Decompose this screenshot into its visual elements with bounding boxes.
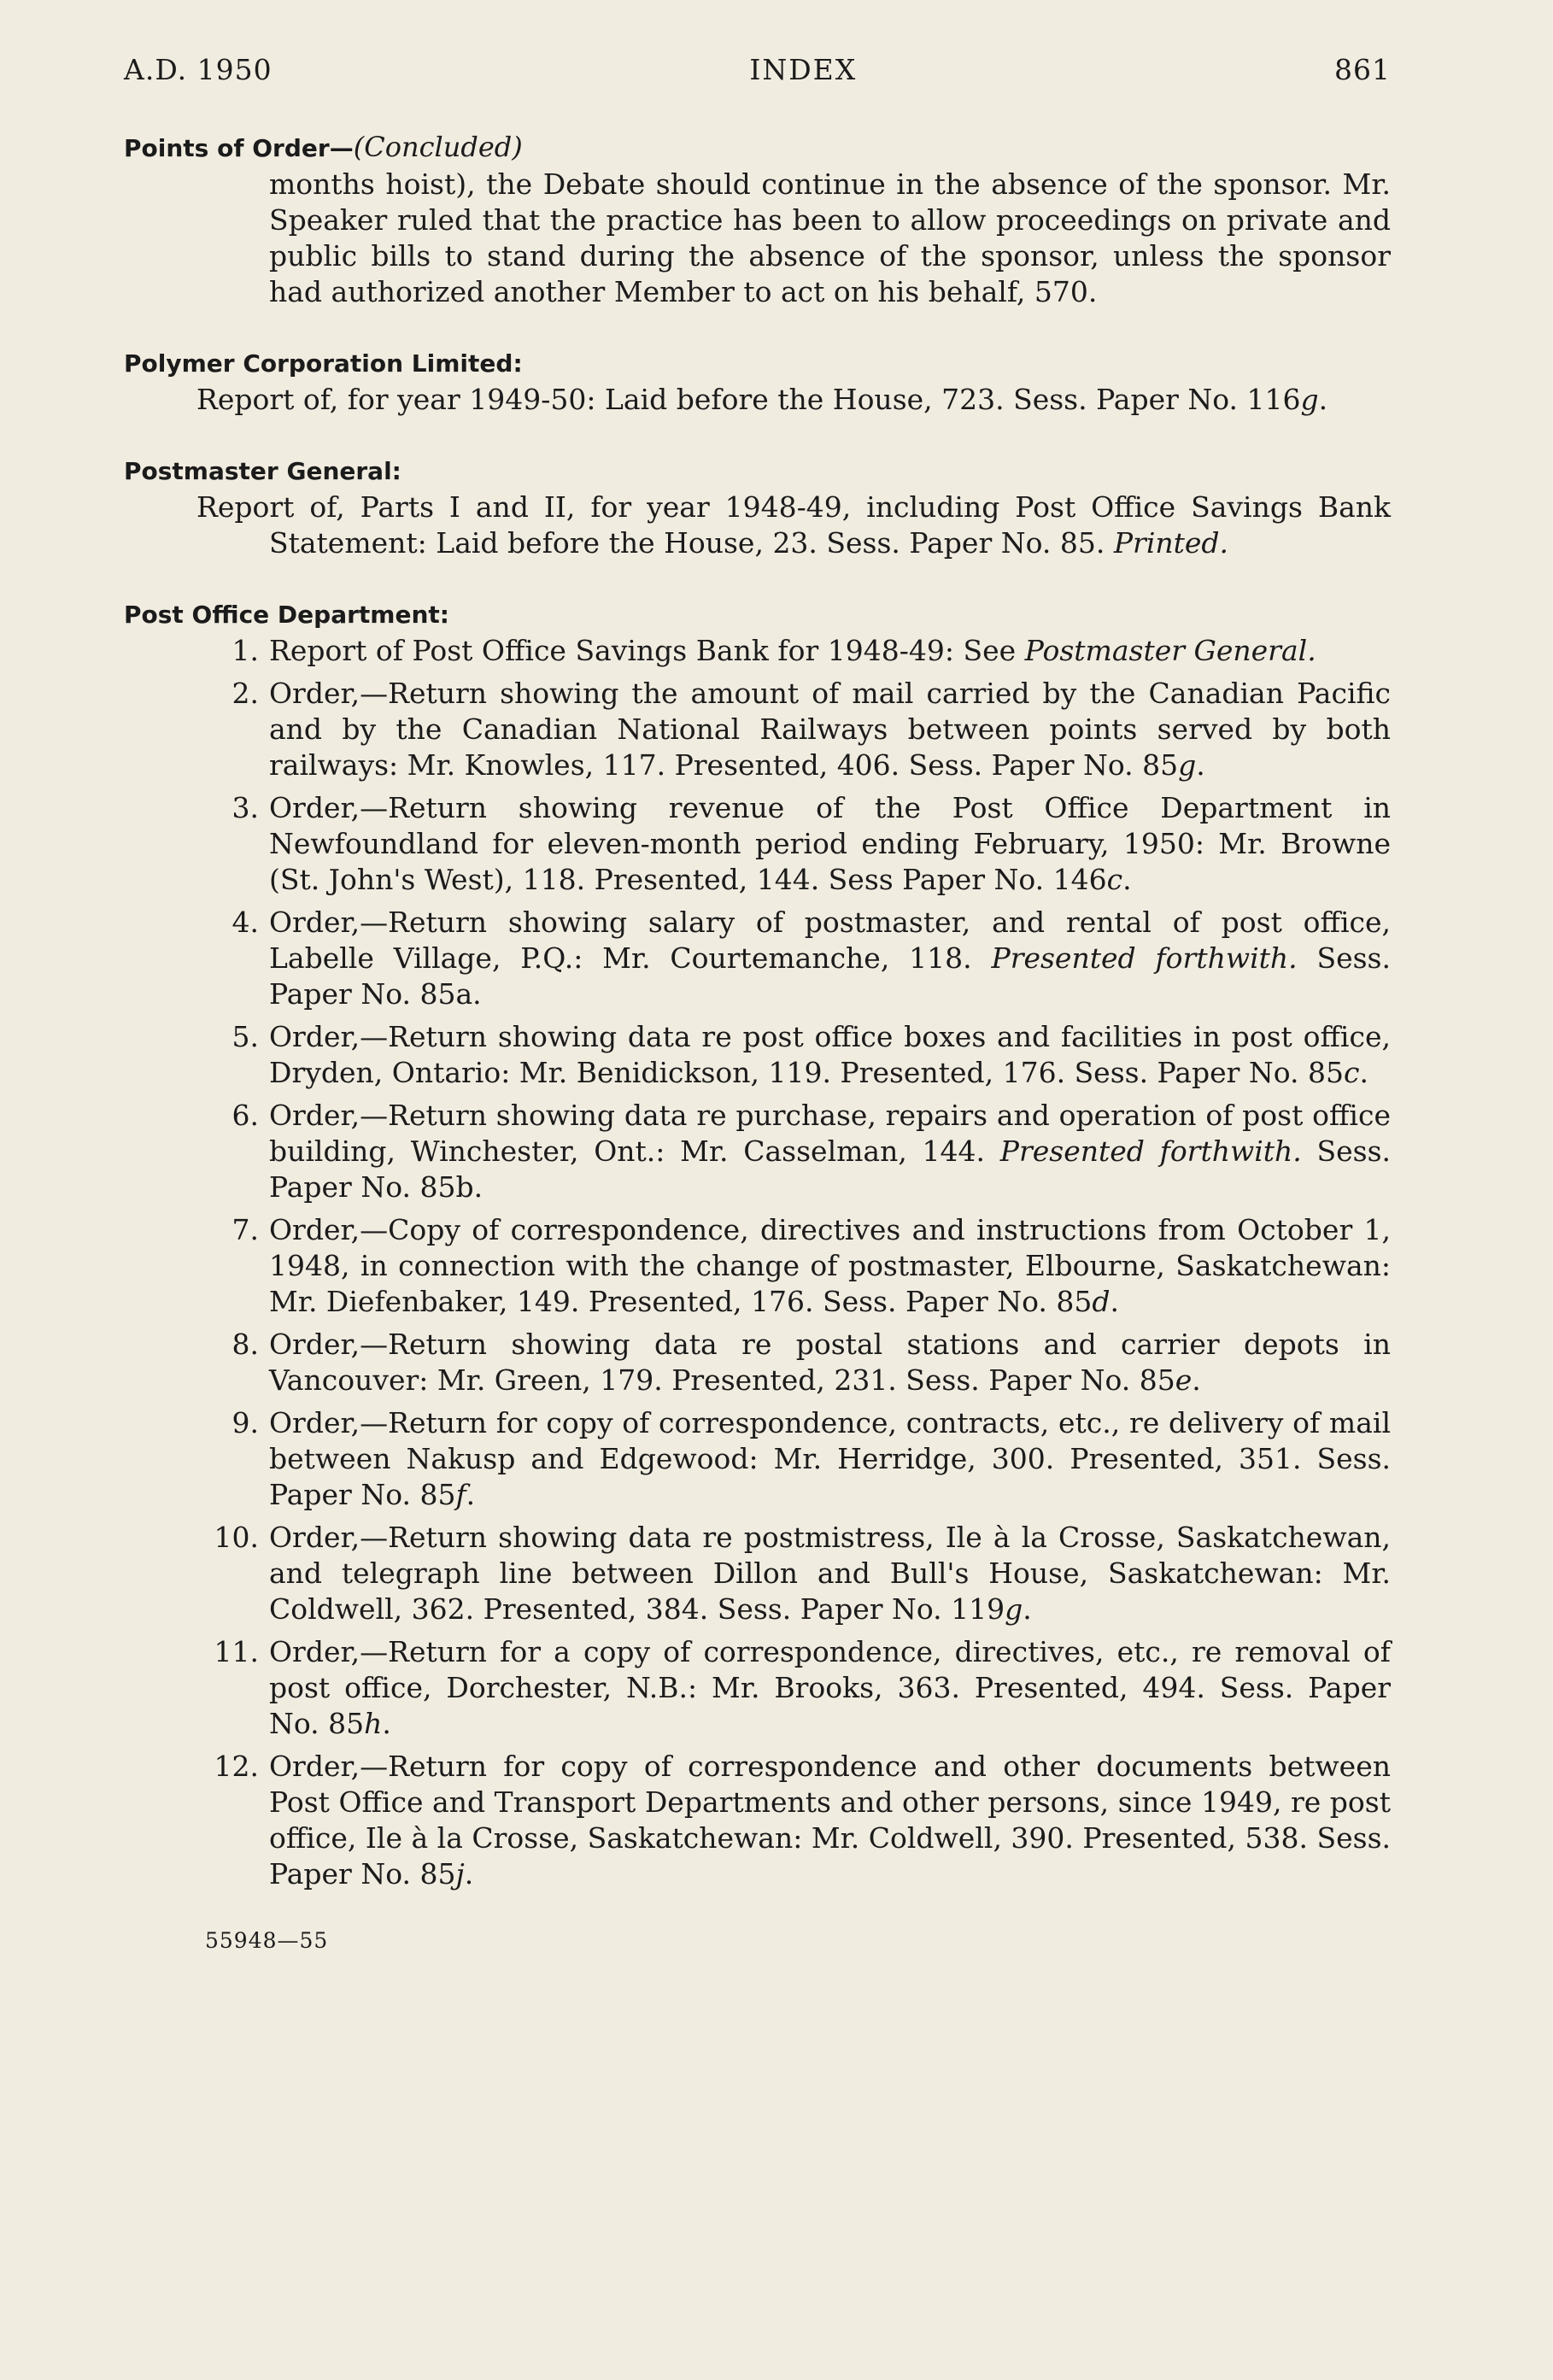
item-number: 11. [214,1635,259,1668]
item-number: 10. [214,1521,259,1554]
item-number: 12. [214,1750,259,1783]
item-number: 9. [231,1406,259,1439]
list-item: 4. Order,—Return showing salary of postmaster, and rental of post office, Labelle Village, P.Q.: Mr. Courtemanche, 118. Presented forthwith. Sess. Paper No. 85a. [124,905,1391,1012]
section-postmaster-general [124,454,1391,561]
list-item: 2. Order,—Return showing the amount of mail carried by the Canadian Pacific and by the Canadian National Railways between points served by both railways: Mr. Knowles, 117. Presented, 406. Sess. Paper No. 85g. [124,676,1391,783]
item-number: 6. [231,1099,259,1132]
header-title: INDEX [749,53,858,86]
section-heading: Postmaster General: [124,457,401,485]
entry-text: months hoist), the Debate should continue in the absence of the sponsor. Mr. Speaker ruled that the practice has been to allow proceedings on private and public bills to stand during the absence of the sponsor, unless the sponsor had authorized another Member to act on his behalf, 570. [269,167,1391,308]
item-number: 4. [231,906,259,939]
section-heading: Post Office Department: [124,601,449,629]
entry-text: Report of, Parts I and II, for year 1948-49, including Post Office Savings Bank Statement: Laid before the House, 23. Sess. Paper No. 85. Printed. [196,490,1391,560]
header-page-number: 861 [1334,53,1391,86]
section-heading: Points of Order—(Concluded) [124,131,523,163]
list-item: 9. Order,—Return for copy of correspondence, contracts, etc., re delivery of mail between Nakusp and Edgewood: Mr. Herridge, 300. Presented, 351. Sess. Paper No. 85f. [124,1405,1391,1513]
list-item: 1. Report of Post Office Savings Bank for 1948-49: See Postmaster General. [124,633,1391,669]
heading-continuation: (Concluded) [353,131,523,163]
list-item: 8. Order,—Return showing data re postal stations and carrier depots in Vancouver: Mr. Green, 179. Presented, 231. Sess. Paper No. 85e. [124,1327,1391,1398]
item-number: 7. [231,1213,259,1246]
section-post-office-department [124,597,1391,1892]
printer-signature: 55948—55 [205,1928,329,1953]
list-item: 11. Order,—Return for a copy of correspondence, directives, etc., re removal of post office, Dorchester, N.B.: Mr. Brooks, 363. Presented, 494. Sess. Paper No. 85h. [124,1634,1391,1742]
list-item: 6. Order,—Return showing data re purchase, repairs and operation of post office building, Winchester, Ont.: Mr. Casselman, 144. Presented forthwith. Sess. Paper No. 85b. [124,1098,1391,1205]
entry-text: Report of, for year 1949-50: Laid before the House, 723. Sess. Paper No. 116g. [196,383,1328,416]
item-number: 5. [231,1020,259,1053]
section-heading: Polymer Corporation Limited: [124,349,523,378]
item-number: 1. [231,634,259,667]
list-item: 3. Order,—Return showing revenue of the Post Office Department in Newfoundland for eleven-month period ending February, 1950: Mr. Browne (St. John's West), 118. Presented, 144. Sess Paper No. 146c. [124,790,1391,898]
list-item: 5. Order,—Return showing data re post office boxes and facilities in post office, Dryden, Ontario: Mr. Benidickson, 119. Presented, 176. Sess. Paper No. 85c. [124,1019,1391,1091]
list-item: 12. Order,—Return for copy of correspondence and other documents between Post Office and Transport Departments and other persons, since 1949, re post office, Ile à la Crosse, Saskatchewan: Mr. Coldwell, 390. Presented, 538. Sess. Paper No. 85j. [124,1749,1391,1892]
section-points-of-order [124,129,1391,310]
running-header [124,53,1391,86]
list-item: 7. Order,—Copy of correspondence, directives and instructions from October 1, 1948, in connection with the change of postmaster, Elbourne, Saskatchewan: Mr. Diefenbaker, 149. Presented, 176. Sess. Paper No. 85d. [124,1212,1391,1320]
item-number: 8. [231,1328,259,1361]
header-year: A.D. 1950 [124,53,273,86]
item-number: 2. [231,677,259,710]
section-polymer-corporation [124,346,1391,418]
list-item: 10. Order,—Return showing data re postmistress, Ile à la Crosse, Saskatchewan, and telegraph line between Dillon and Bull's House, Saskatchewan: Mr. Coldwell, 362. Presented, 384. Sess. Paper No. 119g. [124,1520,1391,1627]
item-number: 3. [231,791,259,824]
